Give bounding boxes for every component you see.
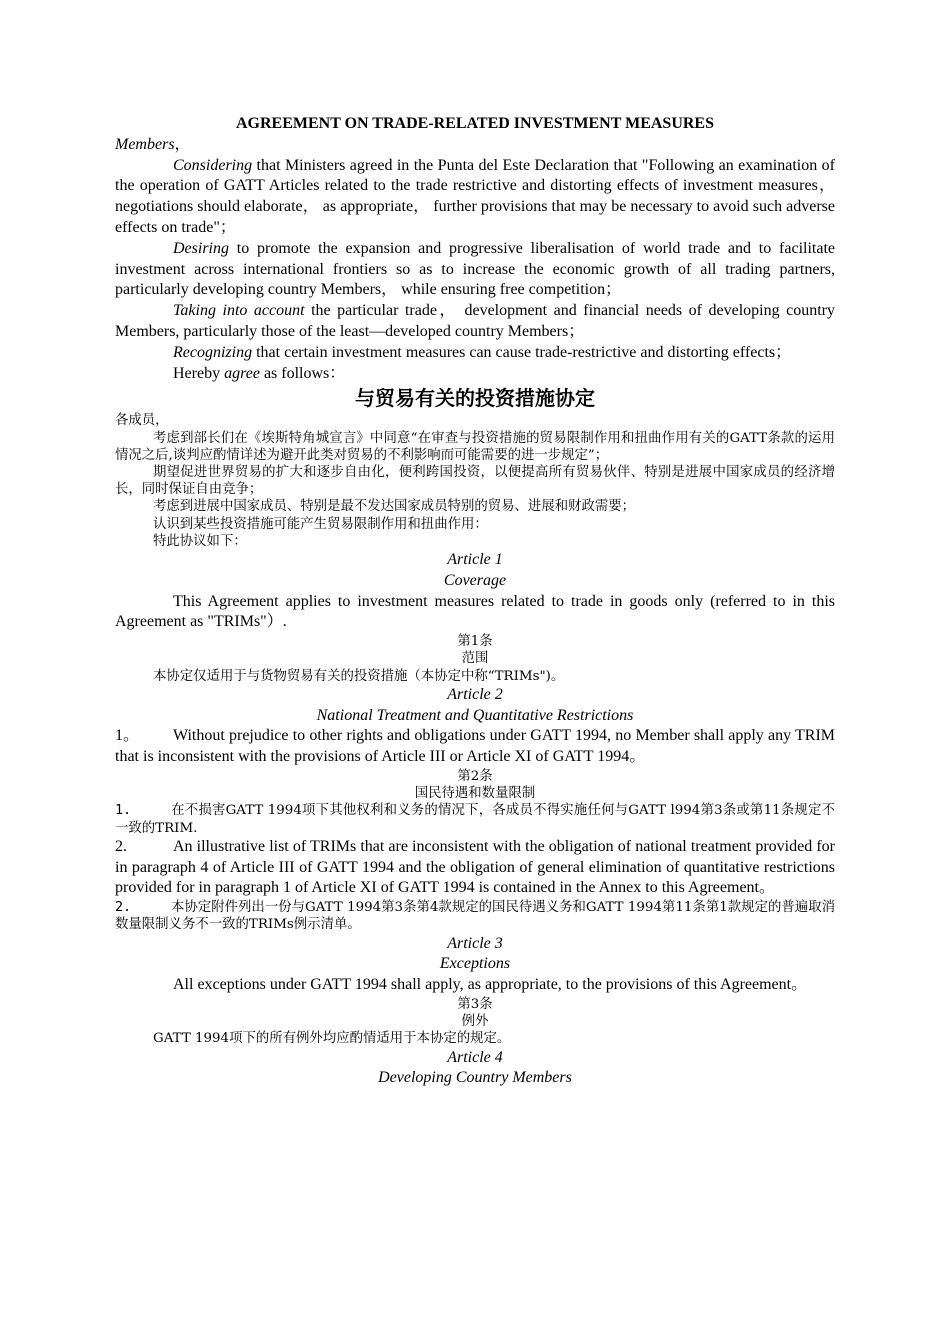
desiring-text: to promote the expansion and progressive liberalisation of world trade and to facilitate investment across international frontiers so as to increase the economic growth of all trading partners, particularly developing country Members， while ensuring free competition；	[115, 239, 835, 299]
zh-recognizing-paragraph: 认识到某些投资措施可能产生贸易限制作用和扭曲作用：	[153, 516, 488, 532]
article-1-subheading: Coverage	[443, 571, 507, 589]
article-1-heading: Article 1	[447, 550, 503, 568]
taking-text: the particular trade， development and financial needs of developing country Members, particularly those of the least—developed country Members；	[115, 302, 835, 340]
zh-article-1-text: 本协定仅适用于与货物贸易有关的投资措施（本协定中称“TRIMs")。	[153, 668, 565, 684]
zh-article-2-paragraph-2	[115, 899, 835, 933]
article-3-text: All exceptions under GATT 1994 shall apply, as appropriate, to the provisions of this Agreement。	[173, 976, 808, 994]
zh-article-2-p2-number: 2.	[115, 900, 132, 916]
hereby-paragraph	[115, 364, 835, 385]
considering-text: that Ministers agreed in the Punta del Este Declaration that "Following an examination of the operation of GATT Articles related to the trade restrictive and distorting effects of investment measures， negotiations should elaborate， as appropriate， further provisions that may be necessary to avoid such adverse effects on trade"；	[115, 156, 835, 236]
zh-article-3-subheading: 例外	[461, 1014, 489, 1030]
zh-article-2-heading: 第2条	[457, 768, 493, 784]
taking-lead: Taking into account	[173, 302, 305, 320]
zh-article-2-subheading: 国民待遇和数量限制	[414, 786, 536, 802]
zh-taking-paragraph: 考虑到进展中国家成员、特别是最不发达国家成员特别的贸易、进展和财政需要；	[153, 499, 636, 515]
article-2-p1-text: Without prejudice to other rights and obligations under GATT 1994, no Member shall apply any TRIM that is inconsistent with the provisions of Article III or Article XI of GATT 1994。	[115, 727, 835, 766]
considering-lead: Considering	[173, 156, 253, 174]
desiring-lead: Desiring	[173, 239, 229, 257]
hereby-pre: Hereby	[173, 364, 225, 382]
article-3-heading: Article 3	[447, 934, 503, 952]
article-2-paragraph-2	[115, 837, 835, 899]
article-2-subheading: National Treatment and Quantitative Restrictions	[316, 706, 634, 724]
zh-considering-paragraph: 考虑到部长们在《埃斯特角城宣言》中同意“在审查与投资措施的贸易限制作用和扭曲作用有关的GATT条款的运用情况之后,谈判应酌情详述为避开此类对贸易的不利影响而可能需要的进一步规定”；	[115, 430, 835, 463]
members-label: Members	[115, 135, 175, 153]
article-4-subheading: Developing Country Members	[378, 1069, 572, 1087]
article-2-heading: Article 2	[447, 685, 503, 703]
article-2-p2-text: An illustrative list of TRIMs that are inconsistent with the obligation of national treatment provided for in paragraph 4 of Article III of GATT 1994 and the obligation of general elimination of quantitative restrictions provided for in paragraph 1 of Article XI of GATT 1994 is contained in the Annex to this Agreement。	[115, 837, 835, 897]
recognizing-lead: Recognizing	[173, 343, 253, 361]
document-page	[115, 114, 835, 1089]
zh-desiring-paragraph: 期望促进世界贸易的扩大和逐步自由化，便利跨国投资，以便提高所有贸易伙伴、特别是进展中国家成员的经济增长，同时保证自由竞争；	[115, 464, 835, 498]
zh-article-3-heading: 第3条	[457, 996, 493, 1012]
members-punct: ，	[174, 135, 191, 153]
article-4-heading: Article 4	[447, 1048, 503, 1066]
zh-members-line: 各成员，	[115, 413, 169, 429]
zh-article-3-text: GATT 1994项下的所有例外均应酌情适用于本协定的规定。	[153, 1031, 511, 1047]
zh-article-2-p2-text: 本协定附件列出一份与GATT 1994第3条第4款规定的国民待遇义务和GATT 1994第11条第1款规定的普遍取消数量限制义务不一致的TRIMs例示清单。	[115, 900, 835, 933]
desiring-paragraph	[115, 239, 835, 301]
document-title-en: AGREEMENT ON TRADE-RELATED INVESTMENT MEASURES	[235, 115, 714, 132]
considering-paragraph	[115, 156, 835, 239]
article-1-text: This Agreement applies to investment measures related to trade in goods only (referred to in this Agreement as "TRIMs"）.	[115, 592, 835, 631]
article-2-p2-number: 2.	[115, 837, 127, 855]
hereby-agree: agree	[224, 364, 260, 382]
article-3-subheading: Exceptions	[439, 955, 511, 973]
document-title-zh: 与贸易有关的投资措施协定	[355, 386, 595, 411]
recognizing-paragraph	[115, 343, 835, 364]
article-2-p1-number: 1。	[115, 727, 140, 745]
zh-article-2-p1-text: 在不损害GATT 1994项下其他权利和义务的情况下，各成员不得实施任何与GATT l994第3条或第11条规定不一致的TRIM.	[115, 803, 835, 836]
article-2-paragraph-1	[115, 726, 835, 768]
zh-article-1-heading: 第1条	[457, 634, 493, 650]
recognizing-text: that certain investment measures can cause trade-restrictive and distorting effects；	[252, 343, 792, 361]
members-line	[115, 135, 835, 156]
zh-article-1-subheading: 范围	[461, 651, 489, 667]
zh-hereby-paragraph: 特此协议如下：	[153, 533, 247, 549]
zh-article-2-p1-number: 1.	[115, 803, 132, 819]
taking-paragraph	[115, 301, 835, 343]
hereby-post: as follows：	[259, 364, 346, 382]
zh-article-2-paragraph-1	[115, 802, 835, 836]
